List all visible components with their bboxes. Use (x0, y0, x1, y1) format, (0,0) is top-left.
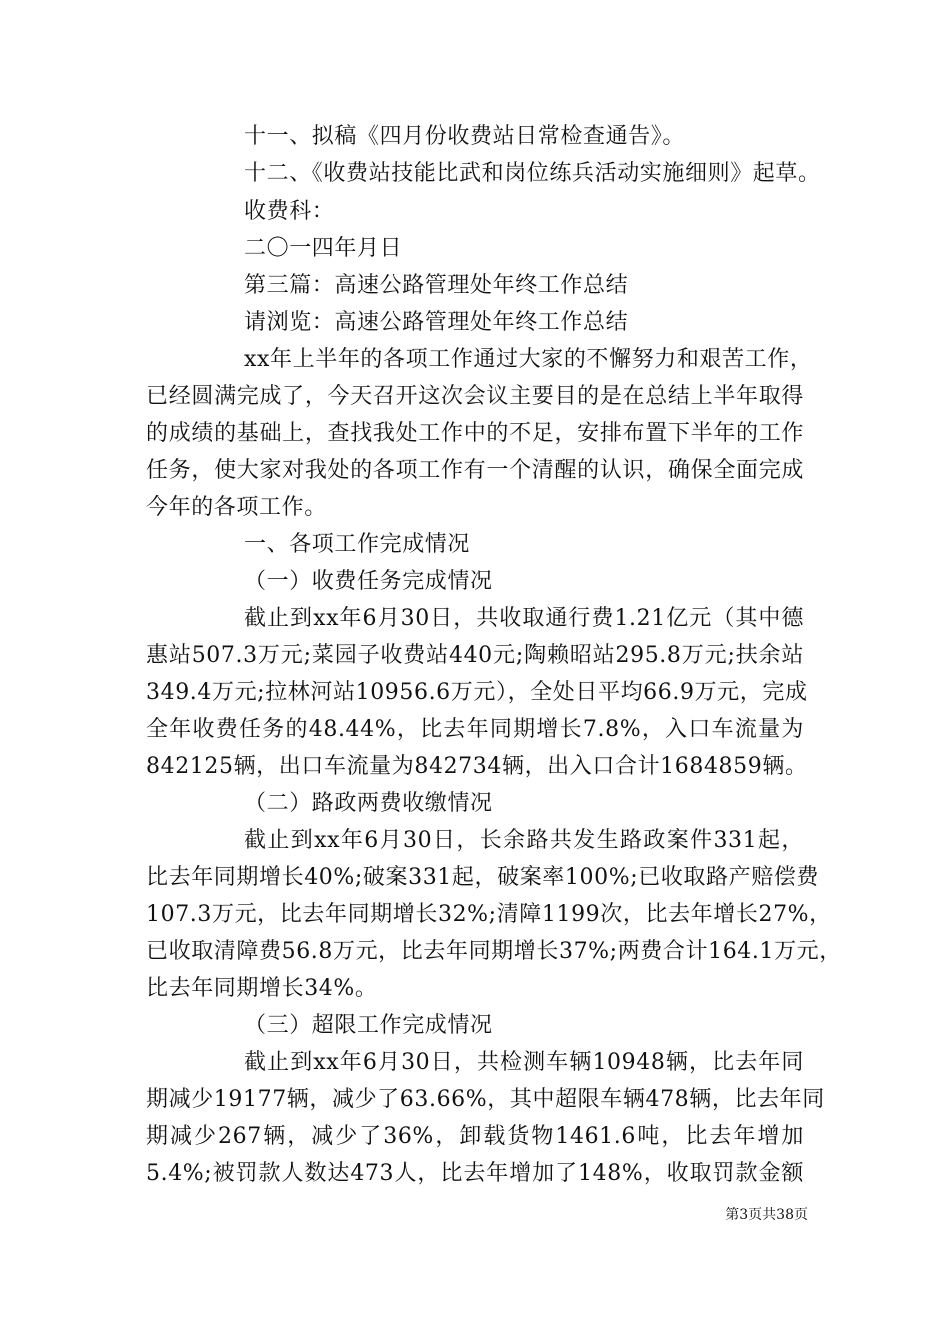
paragraph-line: 十一、拟稿《四月份收费站日常检查通告》。 (244, 124, 686, 149)
paragraph-line: 惠站507.3万元;菜园子收费站440元;陶赖昭站295.8万元;扶余站 (146, 643, 804, 668)
paragraph-line: 比去年同期增长40%;破案331起，破案率100%;已收取路产赔偿费 (146, 865, 820, 890)
paragraph-line: 842125辆，出口车流量为842734辆，出入口合计1684859辆。 (146, 754, 808, 779)
page-number: 第3页共38页 (725, 1207, 808, 1223)
subheading-line: （一）收费任务完成情况 (244, 569, 493, 594)
paragraph-line: 二〇一四年月日 (244, 236, 403, 261)
paragraph-line: 已经圆满完成了，今天召开这次会议主要目的是在总结上半年取得 (146, 384, 804, 409)
heading-line: 一、各项工作完成情况 (244, 532, 471, 557)
paragraph-line: xx年上半年的各项工作通过大家的不懈努力和艰苦工作， (244, 347, 813, 372)
paragraph-line: 任务，使大家对我处的各项工作有一个清醒的认识，确保全面完成 (146, 458, 804, 483)
paragraph-line: 全年收费任务的48.44%，比去年同期增长7.8%，入口车流量为 (146, 717, 804, 742)
paragraph-line: 349.4万元;拉林河站10956.6万元），全处日平均66.9万元，完成 (146, 680, 808, 705)
paragraph-line: 收费科： (244, 199, 335, 224)
paragraph-line: 期减少19177辆，减少了63.66%，其中超限车辆478辆，比去年同 (146, 1087, 825, 1112)
paragraph-line: 期减少267辆，减少了36%，卸载货物1461.6吨，比去年增加 (146, 1124, 804, 1149)
paragraph-line: 已收取清障费56.8万元，比去年同期增长37%;两费合计164.1万元， (146, 939, 842, 964)
paragraph-line: 十二、《收费站技能比武和岗位练兵活动实施细则》起草。 (244, 161, 821, 186)
paragraph-line: 比去年同期增长34%。 (146, 976, 378, 1001)
paragraph-line: 截止到xx年6月30日，长余路共发生路政案件331起， (244, 828, 804, 853)
subheading-line: （三）超限工作完成情况 (244, 1013, 493, 1038)
paragraph-line: 截止到xx年6月30日，共收取通行费1.21亿元（其中德 (244, 606, 804, 631)
subheading-line: （二）路政两费收缴情况 (244, 791, 493, 816)
paragraph-line: 今年的各项工作。 (146, 495, 327, 520)
paragraph-line: 截止到xx年6月30日，共检测车辆10948辆，比去年同 (244, 1050, 804, 1075)
section-title: 第三篇：高速公路管理处年终工作总结 (244, 273, 629, 298)
paragraph-line: 请浏览：高速公路管理处年终工作总结 (244, 310, 629, 335)
paragraph-line: 5.4%;被罚款人数达473人，比去年增加了148%，收取罚款金额 (146, 1161, 804, 1186)
paragraph-line: 107.3万元，比去年同期增长32%;清障1199次，比去年增长27%， (146, 902, 832, 927)
paragraph-line: 的成绩的基础上，查找我处工作中的不足，安排布置下半年的工作 (146, 421, 804, 446)
